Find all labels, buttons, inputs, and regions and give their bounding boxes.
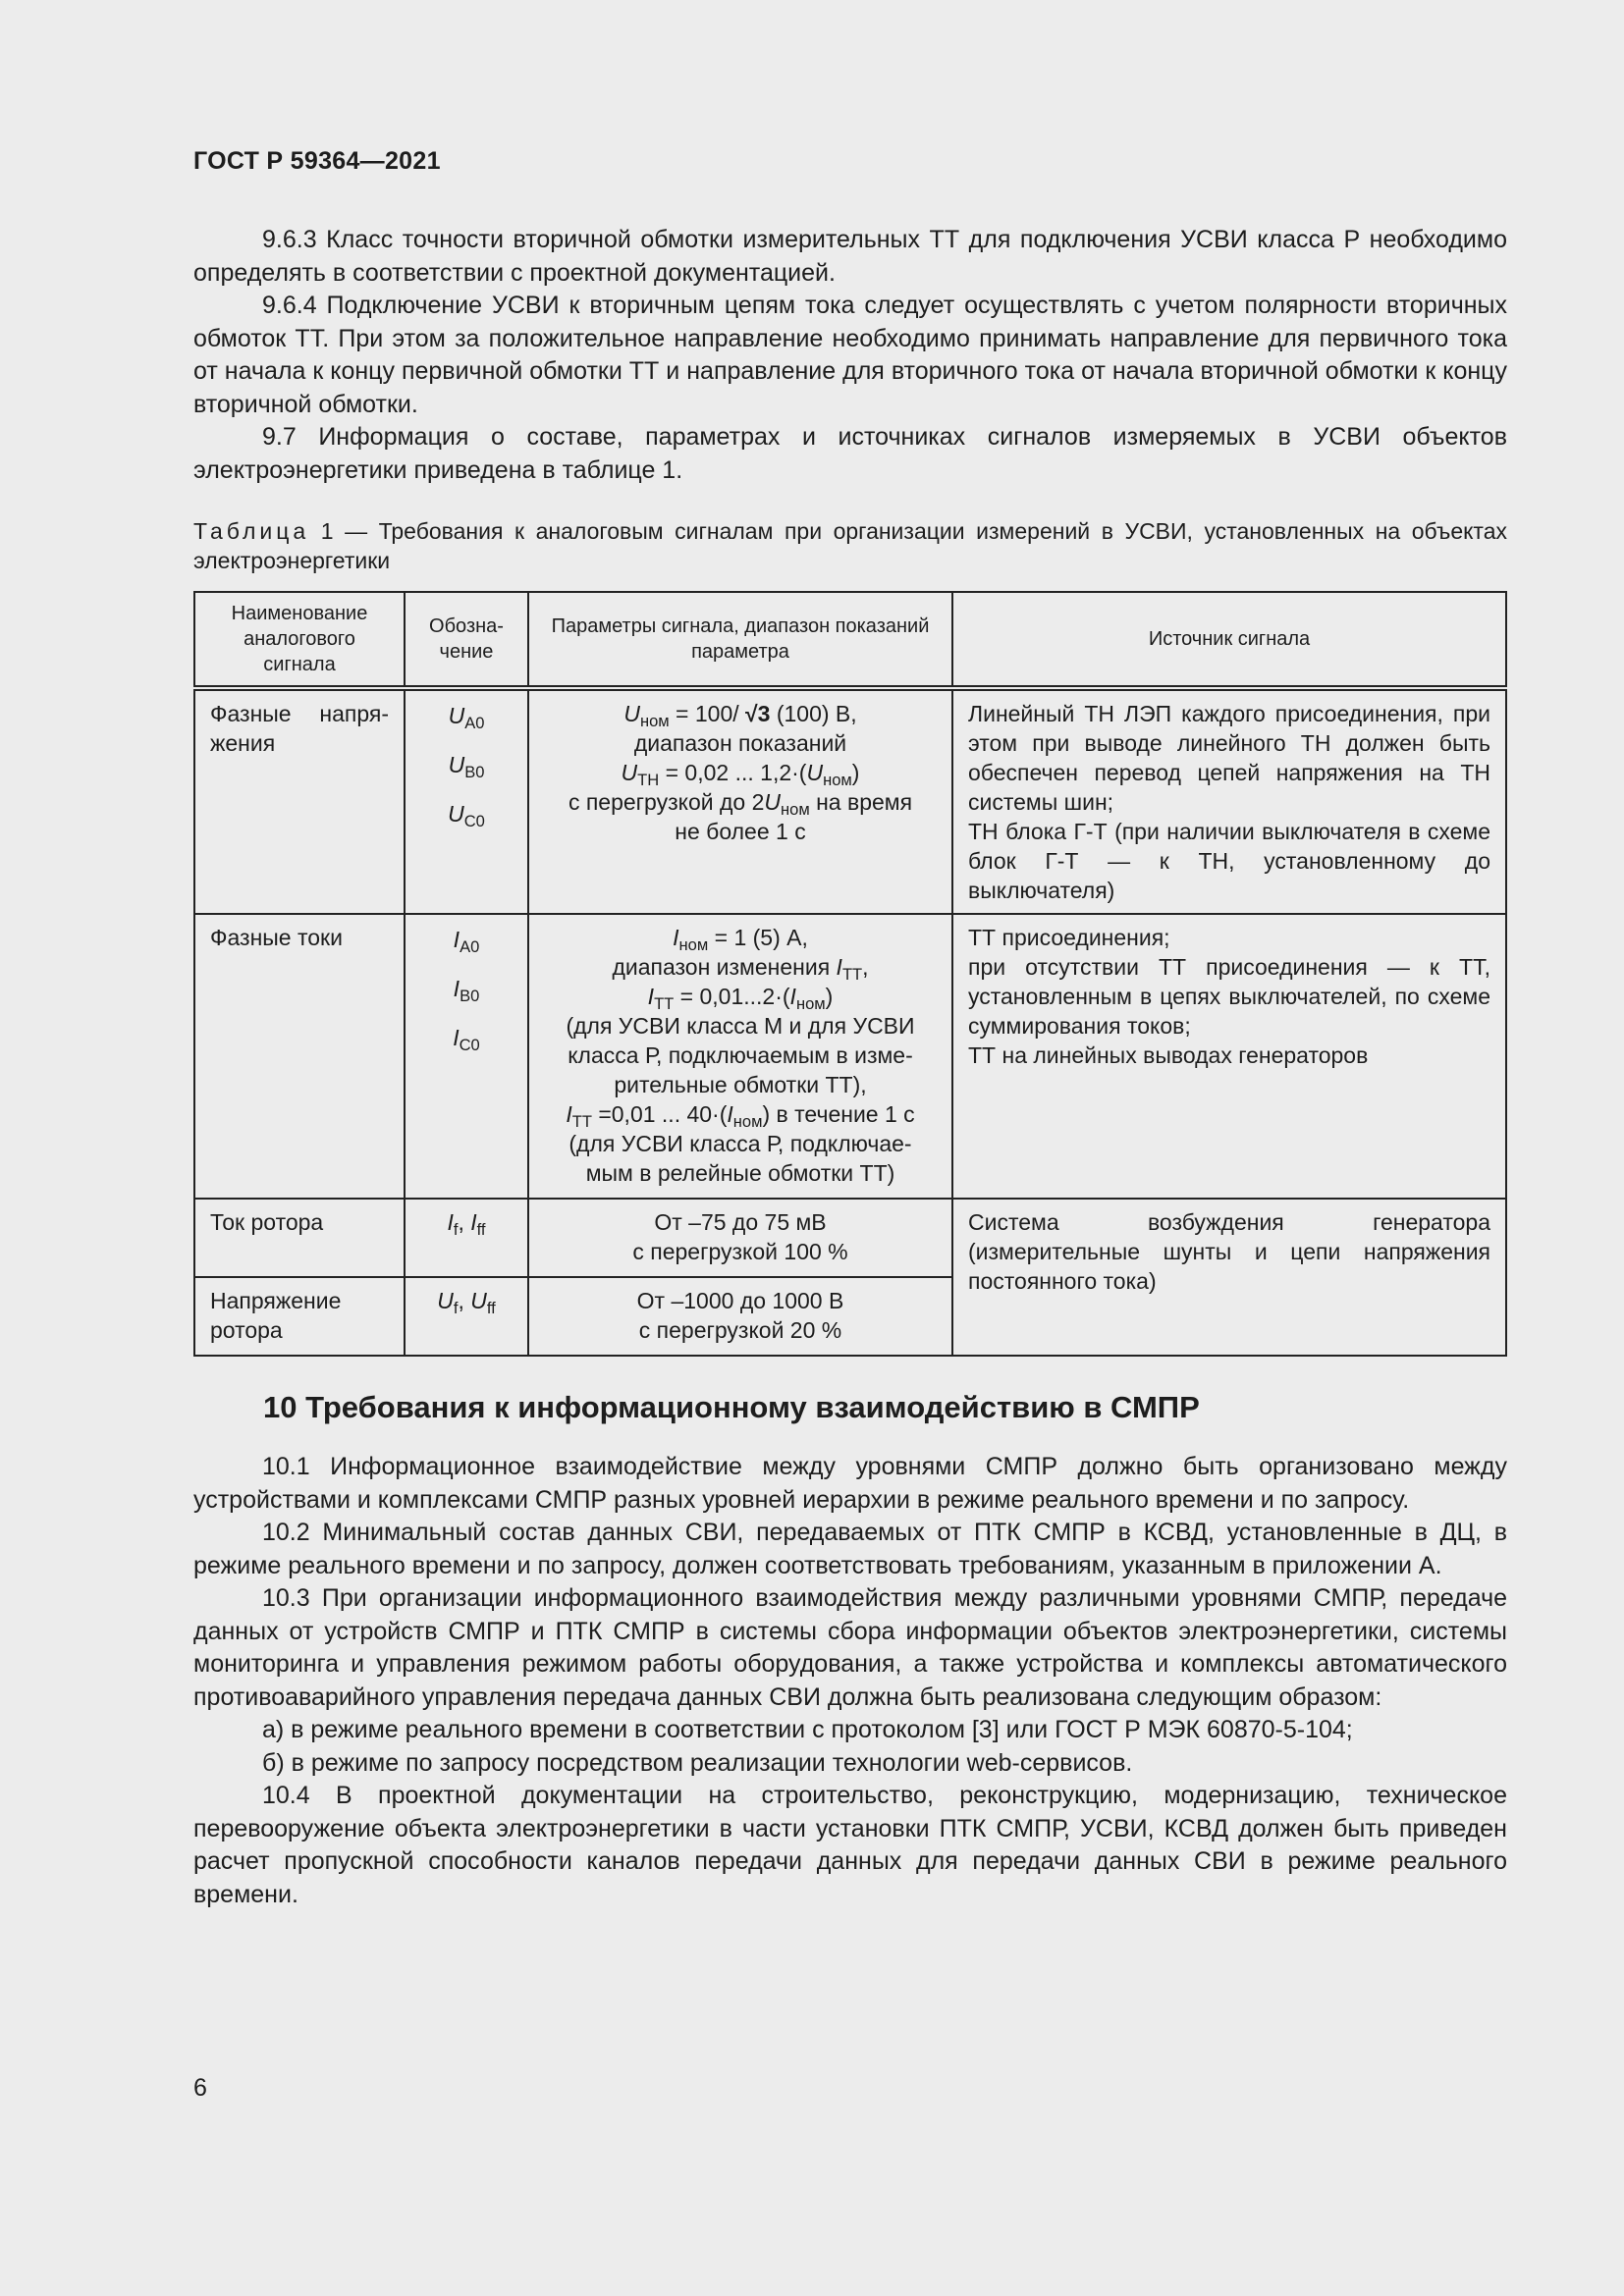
italic-symbol: I xyxy=(566,1101,572,1127)
row-name-rotor-voltage: Напряжение ротора xyxy=(194,1277,405,1356)
text-segment: с перегрузкой 20 % xyxy=(638,1317,842,1343)
formula-line xyxy=(420,789,513,838)
formula-line xyxy=(544,1158,937,1188)
list-item-a: а) в режиме реального времени в соответствии с протоколом [3] или ГОСТ Р МЭК 60870-5-104; xyxy=(262,1716,1353,1743)
italic-symbol: I xyxy=(447,1209,454,1235)
text-segment: диапазон изменения xyxy=(612,954,837,980)
text-segment: рительные обмотки ТТ), xyxy=(614,1072,867,1097)
row-symbols-phase-currents xyxy=(405,914,528,1199)
subscript: ff xyxy=(476,1219,486,1239)
formula-line xyxy=(544,758,937,787)
formula-line xyxy=(544,1237,937,1266)
formula-line xyxy=(420,915,513,964)
table-header-row xyxy=(194,592,1506,688)
subscript: C0 xyxy=(459,1035,480,1054)
subscript: B0 xyxy=(460,986,480,1005)
row-source-phase-currents xyxy=(952,914,1506,1199)
subscript: f xyxy=(453,1298,459,1317)
italic-symbol: I xyxy=(789,984,796,1009)
text-segment: , xyxy=(458,1288,471,1313)
formula-line xyxy=(544,1011,937,1041)
text-segment: ) xyxy=(851,760,860,785)
formula-line xyxy=(544,1041,937,1070)
text-segment: ) xyxy=(825,984,834,1009)
text-segment: = 1 (5) А, xyxy=(708,925,808,950)
header-source: Источник сигнала xyxy=(952,592,1506,688)
header-parameters: Параметры сигнала, диапазон показаний параметра xyxy=(528,592,952,688)
text-segment: диапазон показаний xyxy=(633,730,847,756)
row-params-rotor-current xyxy=(528,1199,952,1277)
formula-line xyxy=(544,817,937,846)
row-params-phase-currents xyxy=(528,914,952,1199)
text-segment: От –75 до 75 мВ xyxy=(654,1209,827,1235)
italic-symbol: U xyxy=(806,760,824,785)
italic-symbol: I xyxy=(647,984,655,1009)
italic-symbol: U xyxy=(764,789,781,815)
formula-line xyxy=(544,1286,937,1315)
text-line: ТТ присоединения; xyxy=(968,925,1170,950)
section-10-body xyxy=(193,1451,1507,1911)
subscript: ном xyxy=(795,993,826,1013)
formula-line xyxy=(420,740,513,789)
subscript: ном xyxy=(823,770,852,789)
header-designation: Обозна-чение xyxy=(405,592,528,688)
text-segment: , xyxy=(862,954,869,980)
table-caption-text: 1 — Требования к аналоговым сигналам при организации измерений в УСВИ, установленных на объектах электроэнергетики xyxy=(193,518,1507,573)
text-segment: От –1000 до 1000 В xyxy=(636,1288,844,1313)
subscript: f xyxy=(453,1219,459,1239)
text-segment: класса Р, подключаемым в изме- xyxy=(568,1042,913,1068)
text-line: ТН блока Г-Т (при наличии выключателя в схеме блок Г-Т — к ТН, установленному до выключателя) xyxy=(968,819,1490,903)
italic-symbol: U xyxy=(470,1288,487,1313)
subscript: ном xyxy=(639,711,670,730)
formula-line xyxy=(420,691,513,740)
paragraph-10-2: 10.2 Минимальный состав данных СВИ, передаваемых от ПТК СМПР в КСВД, установленные в ДЦ, в режиме реального времени и по запросу, должен соответствовать требованиям, указанным в приложении А. xyxy=(193,1519,1507,1579)
subscript: ном xyxy=(732,1111,763,1131)
subscript: B0 xyxy=(464,762,485,781)
italic-symbol: I xyxy=(836,954,842,980)
text-segment: ) в течение 1 с xyxy=(762,1101,915,1127)
row-name-phase-voltages: Фазные напря-жения xyxy=(194,688,405,914)
formula-line xyxy=(420,1207,513,1237)
paragraph-9-6-3: 9.6.3 Класс точности вторичной обмотки измерительных ТТ для подключения УСВИ класса Р необходимо определять в соответствии с проектной документацией. xyxy=(193,226,1507,287)
paragraph-9-7: 9.7 Информация о составе, параметрах и источниках сигналов измеряемых в УСВИ объектов электроэнергетики приведена в таблице 1. xyxy=(193,423,1507,484)
subscript: ТН xyxy=(637,770,660,789)
text-segment: , xyxy=(458,1209,471,1235)
table-caption xyxy=(193,516,1507,575)
subscript: C0 xyxy=(463,811,485,830)
formula-line xyxy=(544,952,937,982)
italic-symbol: I xyxy=(673,925,679,950)
row-params-rotor-voltage xyxy=(528,1277,952,1356)
row-symbols-phase-voltages xyxy=(405,688,528,914)
subscript: ff xyxy=(486,1298,496,1317)
list-item-b: б) в режиме по запросу посредством реализации технологии web-сервисов. xyxy=(262,1748,1133,1777)
table-caption-label: Таблица xyxy=(193,518,310,544)
formula-line xyxy=(544,1129,937,1158)
italic-symbol: I xyxy=(453,927,460,952)
row-name-phase-currents: Фазные токи xyxy=(194,914,405,1199)
paragraph-10-3: 10.3 При организации информационного взаимодействия между различными уровнями СМПР, передаче данных от устройств СМПР и ПТК СМПР в системы сбора информации объектов электроэнергетики, системы мониторинга и управления режимом работы оборудования, а также устройства и комплексы автоматического противоаварийного управления передача данных СВИ должна быть реализована следующим образом: xyxy=(193,1584,1507,1711)
formula-line xyxy=(420,1013,513,1062)
italic-symbol: U xyxy=(623,701,640,726)
subscript: ТТ xyxy=(571,1111,592,1131)
italic-symbol: I xyxy=(453,976,460,1001)
italic-symbol: U xyxy=(448,801,464,827)
formula-line xyxy=(544,787,937,817)
requirements-table xyxy=(193,591,1507,1357)
page-number: 6 xyxy=(193,2074,207,2102)
row-params-phase-voltages xyxy=(528,688,952,914)
row-source-rotor: Система возбуждения генератора (измерительные шунты и цепи напряжения постоянного тока) xyxy=(952,1199,1506,1356)
subscript: ном xyxy=(781,799,810,819)
row-symbols-rotor-voltage xyxy=(405,1277,528,1356)
table-row xyxy=(194,1199,1506,1277)
formula-line xyxy=(544,1207,937,1237)
text-segment: (для УСВИ класса М и для УСВИ xyxy=(566,1013,915,1039)
italic-symbol: U xyxy=(448,752,465,777)
text-line: при отсутствии ТТ присоединения — к ТТ, установленным в цепях выключателей, по схеме суммирования токов; xyxy=(968,954,1490,1039)
header-signal-name: Наименование аналогового сигнала xyxy=(194,592,405,688)
subscript: ТТ xyxy=(654,993,675,1013)
subscript: ном xyxy=(678,934,709,954)
table-row xyxy=(194,688,1506,914)
text-segment: с перегрузкой до 2 xyxy=(568,789,765,815)
formula-line xyxy=(420,1286,513,1315)
text-line: ТТ на линейных выводах генераторов xyxy=(968,1042,1369,1068)
text-segment: с перегрузкой 100 % xyxy=(632,1239,848,1264)
italic-symbol: U xyxy=(437,1288,454,1313)
formula-line xyxy=(544,699,937,728)
formula-line xyxy=(544,1315,937,1345)
formula-line xyxy=(544,1099,937,1129)
italic-symbol: U xyxy=(621,760,638,785)
text-segment: не более 1 с xyxy=(675,819,806,844)
text-segment: = 0,02 ... 1,2·( xyxy=(659,760,807,785)
text-segment: =0,01 ... 40·( xyxy=(591,1101,728,1127)
italic-symbol: I xyxy=(453,1025,460,1050)
formula-line xyxy=(544,982,937,1011)
italic-symbol: U xyxy=(448,703,465,728)
paragraph-10-4: 10.4 В проектной документации на строительство, реконструкцию, модернизацию, техническое перевооружение объекта электроэнергетики в части установки ПТК СМПР, УСВИ, КСВД должен быть приведен расчет пропускной способности каналов передачи данных для передачи данных СВИ в режиме реального времени. xyxy=(193,1782,1507,1908)
text-segment: (100) В, xyxy=(770,701,857,726)
paragraph-9-6-4: 9.6.4 Подключение УСВИ к вторичным цепям тока следует осуществлять с учетом полярности вторичных обмоток ТТ. При этом за положительное направление необходимо принимать направление для первичного тока от начала к концу первичной обмотки ТТ и направление для вторичного тока от начала вторичной обмотки к концу вторичной обмотки. xyxy=(193,292,1507,418)
formula-line xyxy=(544,923,937,952)
intro-section xyxy=(193,224,1507,487)
paragraph-10-1: 10.1 Информационное взаимодействие между уровнями СМПР должно быть организовано между устройствами и комплексами СМПР разных уровней иерархии в режиме реального времени и по запросу. xyxy=(193,1453,1507,1514)
text-line: Линейный ТН ЛЭП каждого присоединения, при этом при выводе линейного ТН должен быть обеспечен перевод цепей напряжения на ТН системы шин; xyxy=(968,701,1490,815)
subscript: A0 xyxy=(464,713,485,732)
text-segment: мым в релейные обмотки ТТ) xyxy=(585,1160,895,1186)
formula-line xyxy=(420,964,513,1013)
row-name-rotor-current: Ток ротора xyxy=(194,1199,405,1277)
text-segment: на время xyxy=(809,789,913,815)
document-id-header: ГОСТ Р 59364—2021 xyxy=(193,147,441,175)
text-segment: = 100/ xyxy=(669,701,746,726)
text-segment: (для УСВИ класса Р, подключае- xyxy=(568,1131,912,1156)
formula-line xyxy=(544,728,937,758)
row-source-phase-voltages xyxy=(952,688,1506,914)
formula-line xyxy=(544,1070,937,1099)
italic-symbol: I xyxy=(470,1209,477,1235)
subscript: A0 xyxy=(460,936,480,956)
text-segment: = 0,01...2·( xyxy=(674,984,790,1009)
sqrt-symbol: √3 xyxy=(745,701,771,726)
row-symbols-rotor-current xyxy=(405,1199,528,1277)
table-row xyxy=(194,914,1506,1199)
italic-symbol: I xyxy=(727,1101,733,1127)
subscript: ТТ xyxy=(841,964,863,984)
section-10-heading: 10 Требования к информационному взаимодействию в СМПР xyxy=(263,1390,1200,1424)
